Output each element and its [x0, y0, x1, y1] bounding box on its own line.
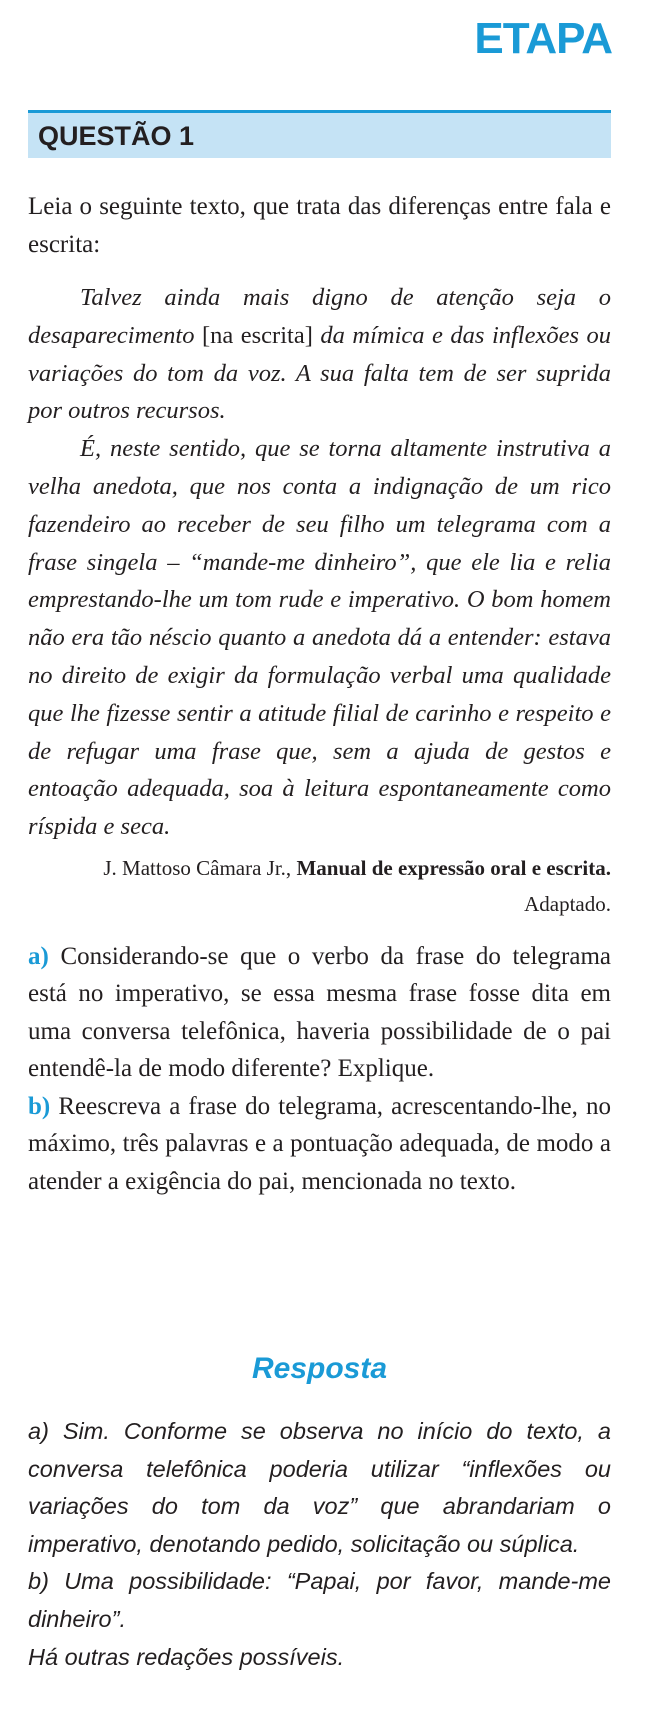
question-item-b [28, 1088, 611, 1201]
brand-logo: ETAPA [474, 14, 612, 63]
source-author: J. Mattoso Câmara Jr., [103, 855, 292, 880]
source-title: Manual de expressão oral e escrita. [296, 855, 611, 880]
answer-note: Há outras redações possíveis. [28, 1643, 345, 1670]
item-label-a: a) [28, 942, 49, 970]
passage-insertion: [na escrita] [201, 321, 313, 349]
answer-b: b) Uma possibilidade: “Papai, por favor, mande-me dinheiro”. [28, 1568, 611, 1632]
passage-paragraph-1 [28, 279, 611, 430]
item-text-b: Reescreva a frase do telegrama, acrescentando-lhe, no máximo, três palavras e a pontuação adequada, de modo a atender a exigência do pai, mencionada no texto. [28, 1092, 612, 1195]
item-text-a: Considerando-se que o verbo da frase do telegrama está no imperativo, se essa mesma frase fosse dita em uma conversa telefônica, haveria possibilidade de o pai entendê-la de modo diferente? Explique. [28, 942, 611, 1083]
answer-a: a) Sim. Conforme se observa no início do texto, a conversa telefônica poderia utilizar “inflexões ou variações do tom da voz” que abrandariam o imperativo, denotando pedido, solicitação ou súplica. [28, 1418, 611, 1557]
passage-p1-part-a: Talvez ainda mais digno de atenção seja o desaparecimento [28, 284, 611, 349]
source-citation [28, 850, 611, 922]
item-label-b: b) [28, 1092, 51, 1120]
answer-block [28, 1413, 611, 1676]
question-title: QUESTÃO 1 [38, 121, 195, 151]
question-items [28, 938, 611, 1201]
answer-heading: Resposta [251, 1352, 388, 1385]
passage-p1-part-c: da mímica e das inflexões ou variações do tom da voz. A sua falta tem de ser suprida por outros recursos. [28, 321, 612, 425]
source-note: Adaptado. [524, 891, 611, 916]
question-item-a [28, 938, 611, 1088]
question-header-bar [28, 110, 611, 158]
passage-paragraph-2: É, neste sentido, que se torna altamente instrutiva a velha anedota, que nos conta a indignação de um rico fazendeiro ao receber de seu filho um telegrama com a frase singela – “mande-me dinheiro”, que ele lia e relia emprestando-lhe um tom rude e imperativo. O bom homem não era tão néscio quanto a anedota dá a entender: estava no direito de exigir da formulação verbal uma qualidade que lhe fizesse sentir a atitude filial de carinho e respeito e de refugar uma frase que, sem a ajuda de gestos e entoação adequada, soa à leitura espontaneamente como ríspida e seca. [28, 435, 611, 841]
intro-text: Leia o seguinte texto, que trata das diferenças entre fala e escrita: [28, 193, 611, 258]
quoted-passage [28, 279, 611, 846]
question-content [28, 188, 611, 1200]
